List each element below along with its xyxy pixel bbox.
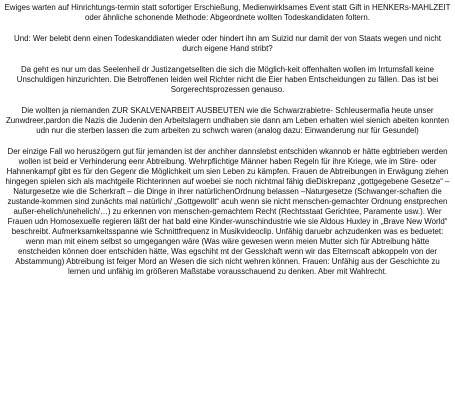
paragraph-3: Da geht es nur um das Seelenheil dr Justizangetsellten die sich die Möglich-keit offenhalten wollen im Irrtumsfall keine Unschuldigen hinzurichten. Die Betroffenen leiden weil Richter nicht die Eier haben Entscheidungen zu fällen. Das ist bei Sorgerechtsprozessen genauso. (16, 65, 439, 94)
paragraph-4: Die wollten ja niemanden ZUR SKALVENARBEIT AUSBEUTEN wie die Schwarzrabietre- Schleusermafia heute unser Zunwdreer,pardon die Nazis die Judenin den Arbeitslagern undhaben sie dann am Leben erhalten wiel sienich abeiten konnten udn nur die sterben lassen die zum arbeiten zu schwch waren (analog dazu: Einwanderung nur für Gesundel) (5, 106, 450, 135)
paragraph-5: Der einzige Fall wo heruszögern gut für jemanden ist der anchher dannslebst entschiden wkannob er hätte egbtrieben werden wollen ist beid er Verhinderung eenr Abtreibung. Wehrpflichtige Männer haben Regeln für ihre Kriege, wie im Stire- oder Hahnenkampf gibt es für den Gegenr die Möglichkeit um sien Leben zu kämpfen. Frauen de Abtreibungen in Erwägung ziehen hingegen spielen sich als machtgeile Richterinnen auf woebei sie noch nichtmal fähig dieDiskrepanz „gottgegebene Gesetze“ – Naturgesetze wie die Scherkraft – die Dinge in ihrer natürlichenOrdnung belassen –Naturgesetze (Schwanger-schaften die zustande-kommen sind zunächts mal natürlich/ „Gottgewollt“ acuh wenn sie nicht menschen-gemachter Ordnung enstprechen außer-ehelich/unehelich/…) zu erkennen von menschen-gemachtem Recht (Rechtsstaat Gerichtee, Paramente usw.). Wer Frauen udn Homosexuelle regieren läßt der hat bald eine Kinder-wunschindustrie wie sie Aldous Huxley in „Brave New World“ beschreibt. Aufmerksamkeitsspanne wie Schnittfrequenz in Musikvideoclip. Unfähig daruebr achzudenken was es beduetet: wenn man mit einem selbst so umgegangen wäre (Was wäre gewesen wenn meien Mutter sich für Abtreibung hätte enstcheiden können doer entschiden hätte, Was egschiht mt der Gesslchaft wenn wir das Elternscaft abkoppeln von der Abstammung) Abtreibung ist feiger Mord an Wesen die sich nicht wehren können. Frauen: Unfähig aus der Geschichte zu lernen und unfähig im größeren Maßstabe vorausschauend zu denken. Aber mit Wahlrecht. (5, 147, 450, 276)
paragraph-2: Und: Wer belebt denn einen Todeskanddiaten wieder oder hindert ihn am Suizid nur damit der von Staats wegen und nicht durch eigene Hand stribt? (14, 34, 441, 53)
paragraph-1: Ewiges warten auf Hinrichtungs-termin statt sofortiger Erschießung, Medienwirklsames Event statt Gift in HENKERs-MAHLZEIT oder ähnliche schonende Methode: Abgeordnete wollten Todeskandidaten foltern. (4, 3, 451, 22)
